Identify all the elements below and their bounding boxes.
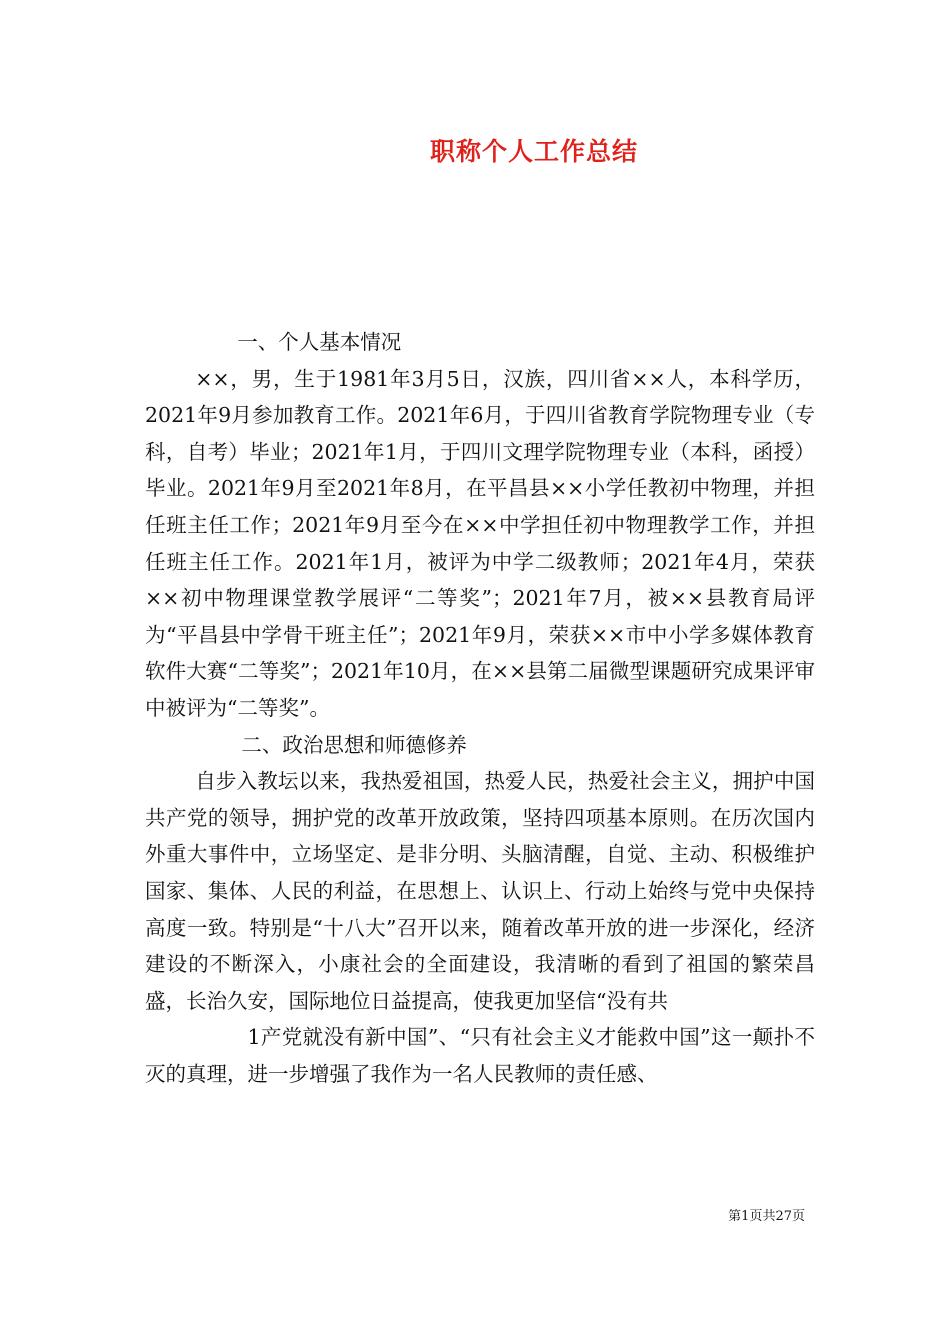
paragraph-basic-info: ××，男，生于1981年3月5日，汉族，四川省××人，本科学历，2021年9月参加教育工作。2021年6月，于四川省教育学院物理专业（专科，自考）毕业；2021年1月，于四川文理学院物理专业（本科，函授）毕业。2021年9月至2021年8月，在平昌县××小学任教初中物理，并担任班主任工作；2021年9月至今在××中学担任初中物理教学工作，并担任班主任工作。2021年1月，被评为中学二级教师；2021年4月，荣获××初中物理课堂教学展评“二等奖”；2021年7月，被××县教育局评为“平昌县中学骨干班主任”；2021年9月，荣获××市中小学多媒体教育软件大赛“二等奖”；2021年10月，在××县第二届微型课题研究成果评审中被评为“二等奖”。 (145, 366, 815, 720)
section-heading-political: 二、政治思想和师德修养 (241, 732, 467, 757)
section-heading-basic-info: 一、个人基本情况 (237, 330, 402, 354)
paragraph-continuation: 1产党就没有新中国”、“只有社会主义才能救中国”这一颠扑不灭的真理，进一步增强了我作为一名人民教师的责任感、 (145, 1025, 815, 1086)
document-title: 职称个人工作总结 (429, 137, 638, 166)
page-number-footer: 第1页共27页 (728, 1209, 805, 1224)
paragraph-political: 自步入教坛以来，我热爱祖国，热爱人民，热爱社会主义，拥护中国共产党的领导，拥护党的改革开放政策，坚持四项基本原则。在历次国内外重大事件中，立场坚定、是非分明、头脑清醒，自觉、主动、积极维护国家、集体、人民的利益，在思想上、认识上、行动上始终与党中央保持高度一致。特别是“十八大”召开以来，随着改革开放的进一步深化，经济建设的不断深入，小康社会的全面建设，我清晰的看到了祖国的繁荣昌盛，长治久安，国际地位日益提高，使我更加坚信“没有共 (145, 769, 815, 1013)
document-body (145, 324, 815, 1092)
